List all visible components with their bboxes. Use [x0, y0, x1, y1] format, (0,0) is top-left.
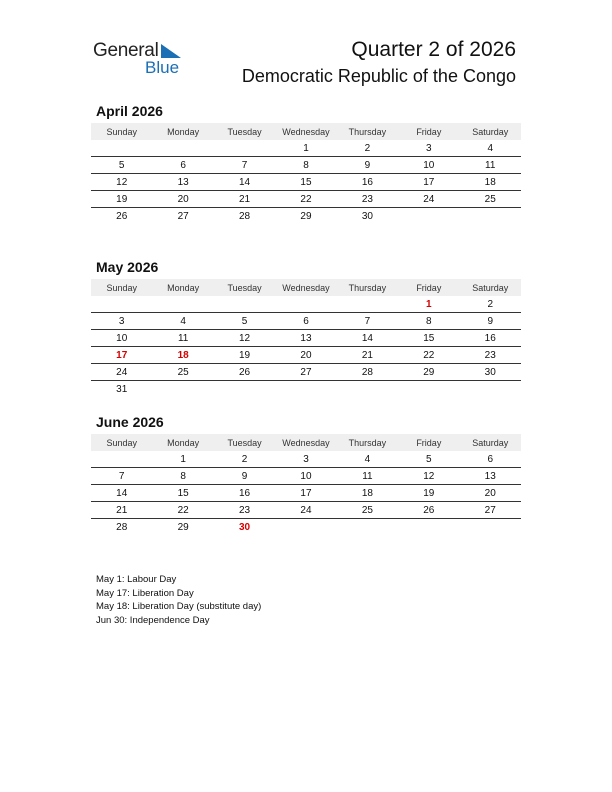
holiday-note: Jun 30: Independence Day [96, 614, 210, 626]
week-row [91, 174, 521, 191]
weekday-label: Monday [167, 437, 200, 448]
weekday-header-row [91, 279, 521, 296]
day-cell: 21 [116, 504, 128, 516]
day-cell: 8 [303, 159, 309, 171]
page-title: Quarter 2 of 2026 [351, 38, 516, 61]
day-cell: 20 [484, 487, 496, 499]
day-cell: 30 [484, 366, 496, 378]
weekday-label: Friday [416, 126, 442, 137]
day-cell: 7 [241, 159, 248, 171]
weekday-header-row [91, 434, 521, 451]
day-cell: 13 [300, 332, 312, 344]
day-cell: 18 [177, 349, 189, 361]
day-cell: 22 [177, 504, 189, 516]
week-row [91, 485, 521, 502]
holiday-note: May 1: Labour Day [96, 574, 177, 585]
day-cell: 22 [423, 349, 435, 361]
day-cell: 4 [364, 453, 371, 465]
weekday-label: Wednesday [282, 282, 330, 293]
day-cell: 7 [118, 470, 125, 482]
week-row [91, 502, 521, 519]
week-row [91, 381, 521, 398]
week-row [91, 140, 521, 157]
week-row [91, 191, 521, 208]
general-blue-logo [93, 40, 193, 80]
day-cell: 6 [303, 315, 309, 327]
weekday-label: Monday [167, 282, 200, 293]
day-cell: 12 [423, 470, 435, 482]
weekday-header-row [91, 123, 521, 140]
month-may [91, 259, 521, 398]
day-cell: 14 [361, 332, 373, 344]
day-cell: 28 [361, 366, 373, 378]
day-cell: 17 [300, 487, 312, 499]
day-cell: 20 [300, 349, 312, 361]
day-cell: 26 [238, 366, 251, 378]
day-cell: 10 [423, 159, 435, 171]
day-cell: 1 [426, 298, 432, 310]
week-row [91, 313, 521, 330]
day-cell: 13 [484, 470, 496, 482]
day-cell: 24 [300, 504, 312, 516]
day-cell: 17 [423, 176, 435, 188]
day-cell: 14 [238, 176, 251, 188]
holiday-note: May 18: Liberation Day (substitute day) [96, 601, 262, 612]
day-cell: 15 [177, 487, 189, 499]
weekday-label: Friday [416, 282, 442, 293]
day-cell: 27 [484, 504, 496, 516]
weekday-label: Wednesday [282, 126, 330, 137]
day-cell: 5 [426, 453, 432, 465]
day-cell: 31 [116, 384, 128, 395]
weekday-label: Thursday [348, 126, 387, 137]
weekday-label: Sunday [106, 282, 137, 293]
day-cell: 4 [180, 315, 186, 327]
day-cell: 29 [300, 211, 312, 222]
day-cell: 24 [116, 366, 128, 378]
month-april [91, 103, 521, 225]
day-cell: 3 [426, 142, 432, 154]
day-cell: 8 [426, 315, 432, 327]
week-row [91, 296, 521, 313]
day-cell: 16 [361, 176, 373, 188]
weekday-label: Tuesday [227, 126, 262, 137]
week-row [91, 208, 521, 225]
day-cell: 20 [177, 193, 189, 205]
day-cell: 11 [362, 470, 373, 482]
day-cell: 5 [241, 315, 248, 327]
day-cell: 3 [303, 453, 309, 465]
logo-text-blue: Blue [145, 58, 180, 77]
day-cell: 23 [361, 193, 373, 205]
day-cell: 24 [423, 193, 435, 205]
weekday-label: Thursday [348, 282, 387, 293]
weekday-label: Saturday [472, 126, 509, 137]
day-cell: 19 [423, 487, 435, 499]
day-cell: 27 [177, 211, 189, 222]
day-cell: 23 [484, 349, 496, 361]
month-title: April 2026 [96, 103, 163, 119]
day-cell: 17 [116, 349, 128, 361]
day-cell: 11 [177, 332, 189, 344]
week-row [91, 157, 521, 174]
day-cell: 13 [177, 176, 189, 188]
week-row [91, 364, 521, 381]
day-cell: 26 [116, 211, 128, 222]
weekday-label: Tuesday [227, 282, 262, 293]
logo-text-general: General [93, 40, 159, 61]
day-cell: 12 [238, 332, 251, 344]
month-june [91, 414, 521, 536]
day-cell: 21 [238, 193, 251, 205]
day-cell: 18 [484, 176, 496, 188]
week-row [91, 330, 521, 347]
day-cell: 15 [300, 176, 312, 188]
day-cell: 2 [364, 142, 371, 154]
page-subtitle: Democratic Republic of the Congo [241, 66, 516, 86]
logo-triangle-icon [161, 44, 181, 58]
day-cell: 7 [364, 315, 371, 327]
weekday-label: Wednesday [282, 437, 330, 448]
day-cell: 6 [487, 453, 494, 465]
day-cell: 1 [303, 142, 309, 154]
day-cell: 23 [238, 504, 251, 516]
day-cell: 28 [116, 522, 128, 533]
holiday-notes [96, 573, 261, 627]
day-cell: 16 [238, 487, 251, 499]
week-row [91, 519, 521, 536]
day-cell: 4 [487, 142, 494, 154]
week-row [91, 347, 521, 364]
day-cell: 30 [238, 522, 251, 533]
day-cell: 19 [238, 349, 251, 361]
weekday-label: Tuesday [227, 437, 262, 448]
day-cell: 2 [487, 298, 494, 310]
day-cell: 11 [485, 159, 496, 171]
day-cell: 16 [484, 332, 496, 344]
day-cell: 2 [241, 453, 248, 465]
day-cell: 10 [300, 470, 312, 482]
weekday-label: Thursday [348, 437, 387, 448]
day-cell: 25 [484, 193, 496, 205]
day-cell: 27 [300, 366, 312, 378]
day-cell: 25 [361, 504, 373, 516]
weekday-label: Monday [167, 126, 200, 137]
weekday-label: Saturday [472, 437, 509, 448]
weekday-label: Sunday [106, 437, 137, 448]
day-cell: 30 [361, 211, 373, 222]
day-cell: 6 [180, 159, 186, 171]
day-cell: 26 [423, 504, 435, 516]
weekday-label: Friday [416, 437, 442, 448]
weekday-label: Saturday [472, 282, 509, 293]
day-cell: 1 [180, 453, 186, 465]
week-row [91, 451, 521, 468]
day-cell: 15 [423, 332, 435, 344]
month-title: May 2026 [96, 259, 159, 275]
day-cell: 22 [300, 193, 312, 205]
month-title: June 2026 [96, 414, 164, 430]
day-cell: 21 [361, 349, 373, 361]
holiday-note: May 17: Liberation Day [96, 587, 194, 599]
day-cell: 8 [180, 470, 186, 482]
day-cell: 9 [241, 470, 248, 482]
day-cell: 25 [177, 366, 189, 378]
day-cell: 14 [116, 487, 128, 499]
day-cell: 18 [361, 487, 373, 499]
week-row [91, 468, 521, 485]
day-cell: 29 [177, 522, 189, 533]
day-cell: 12 [116, 176, 128, 188]
day-cell: 3 [118, 315, 125, 327]
day-cell: 9 [487, 315, 494, 327]
day-cell: 28 [238, 211, 251, 222]
weekday-label: Sunday [106, 126, 137, 137]
day-cell: 10 [116, 332, 128, 344]
day-cell: 9 [364, 159, 371, 171]
day-cell: 19 [116, 193, 128, 205]
day-cell: 5 [118, 159, 125, 171]
day-cell: 29 [423, 366, 435, 378]
